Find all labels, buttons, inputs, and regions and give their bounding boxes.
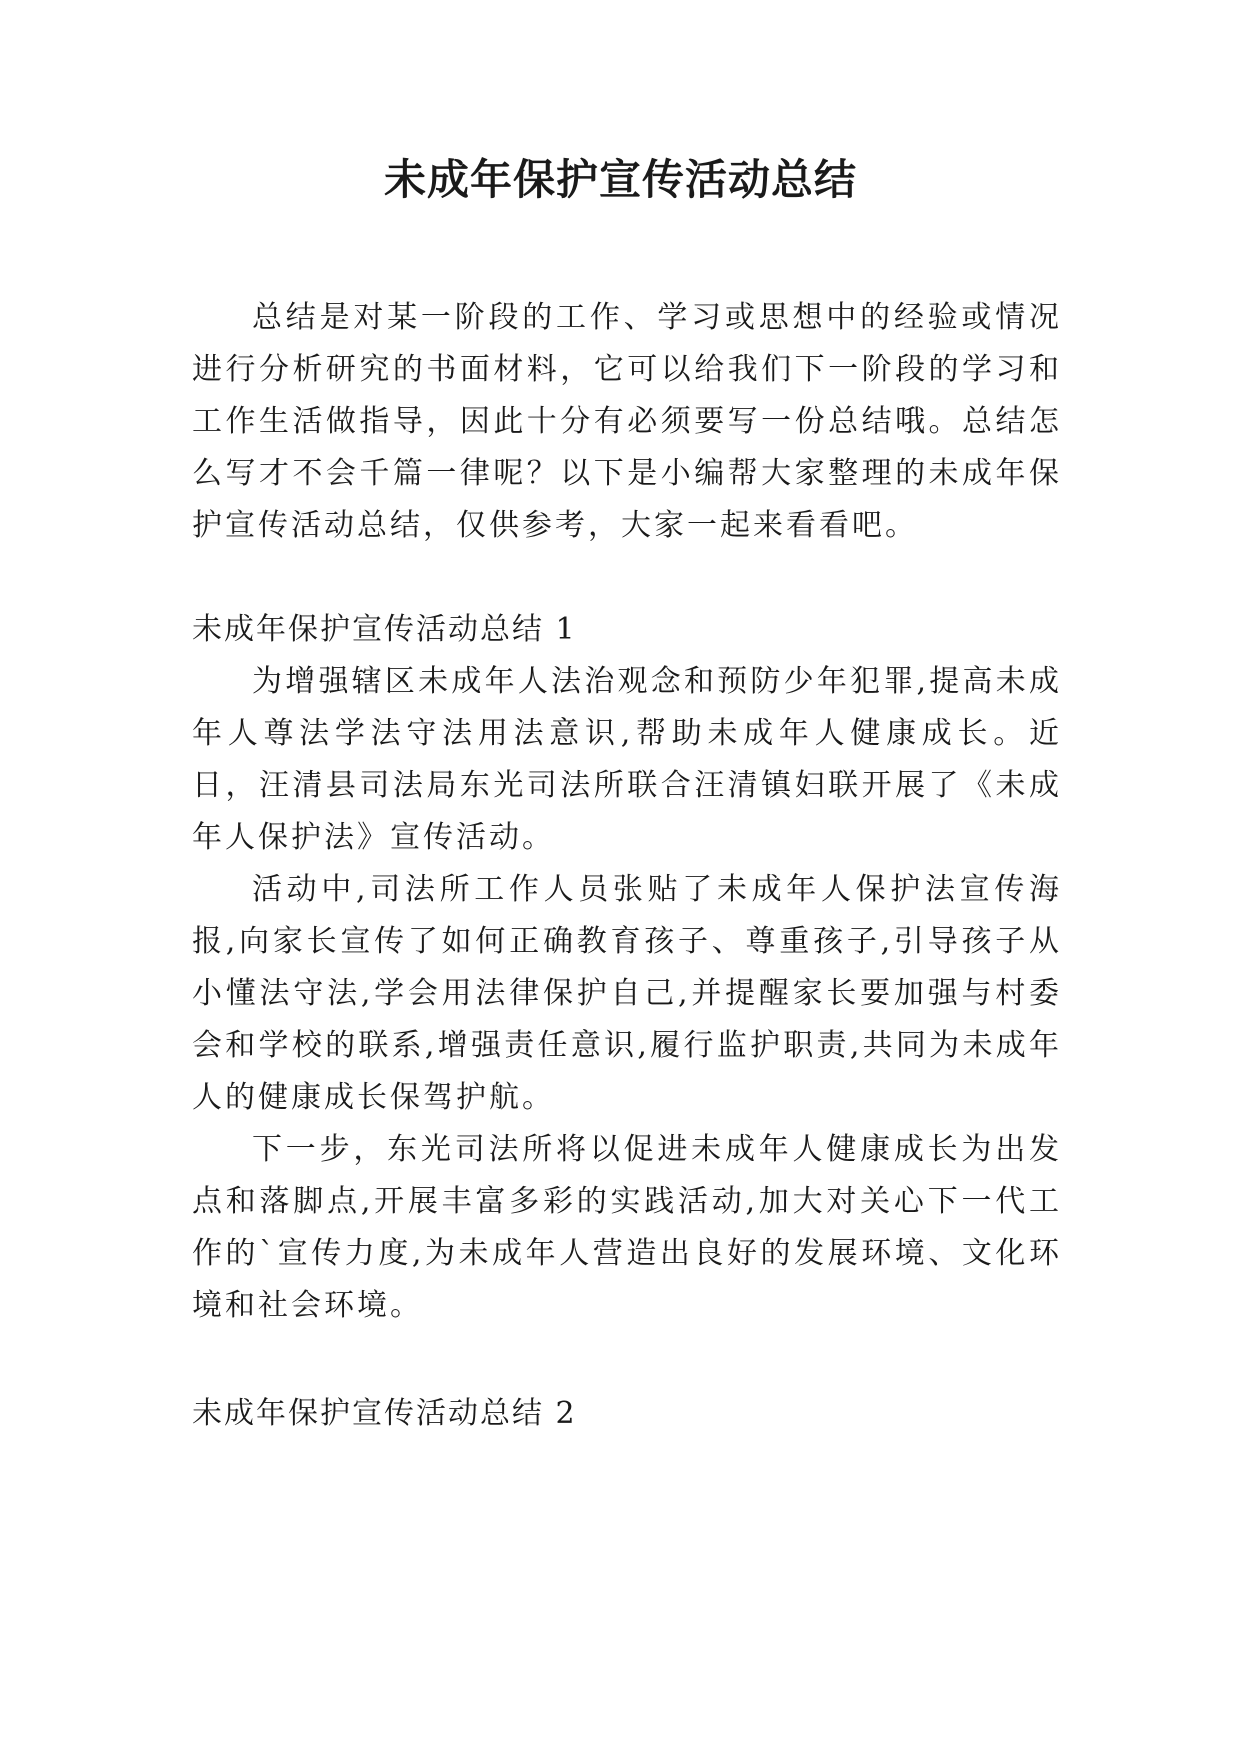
document-body xyxy=(192,292,1062,1440)
section-1-paragraph-3: 下一步，东光司法所将以促进未成年人健康成长为出发点和落脚点,开展丰富多彩的实践活动,加大对关心下一代工作的`宣传力度,为未成年人营造出良好的发展环境、文化环境和社会环境。 xyxy=(192,1132,1062,1323)
section-heading-2: 未成年保护宣传活动总结 2 xyxy=(192,1396,577,1431)
spacer xyxy=(192,552,1062,604)
intro-paragraph: 总结是对某一阶段的工作、学习或思想中的经验或情况进行分析研究的书面材料，它可以给我们下一阶段的学习和工作生活做指导，因此十分有必须要写一份总结哦。总结怎么写才不会千篇一律呢？以下是小编帮大家整理的未成年保护宣传活动总结，仅供参考，大家一起来看看吧。 xyxy=(192,300,1062,543)
section-1-paragraph-1: 为增强辖区未成年人法治观念和预防少年犯罪,提高未成年人尊法学法守法用法意识,帮助未成年人健康成长。近日，汪清县司法局东光司法所联合汪清镇妇联开展了《未成年人保护法》宣传活动。 xyxy=(192,664,1062,855)
section-heading-1: 未成年保护宣传活动总结 1 xyxy=(192,612,577,647)
section-1-paragraph-2: 活动中,司法所工作人员张贴了未成年人保护法宣传海报,向家长宣传了如何正确教育孩子、尊重孩子,引导孩子从小懂法守法,学会用法律保护自己,并提醒家长要加强与村委会和学校的联系,增强责任意识,履行监护职责,共同为未成年人的健康成长保驾护航。 xyxy=(192,872,1062,1115)
spacer xyxy=(192,1332,1062,1388)
document-title: 未成年保护宣传活动总结 xyxy=(383,155,857,204)
